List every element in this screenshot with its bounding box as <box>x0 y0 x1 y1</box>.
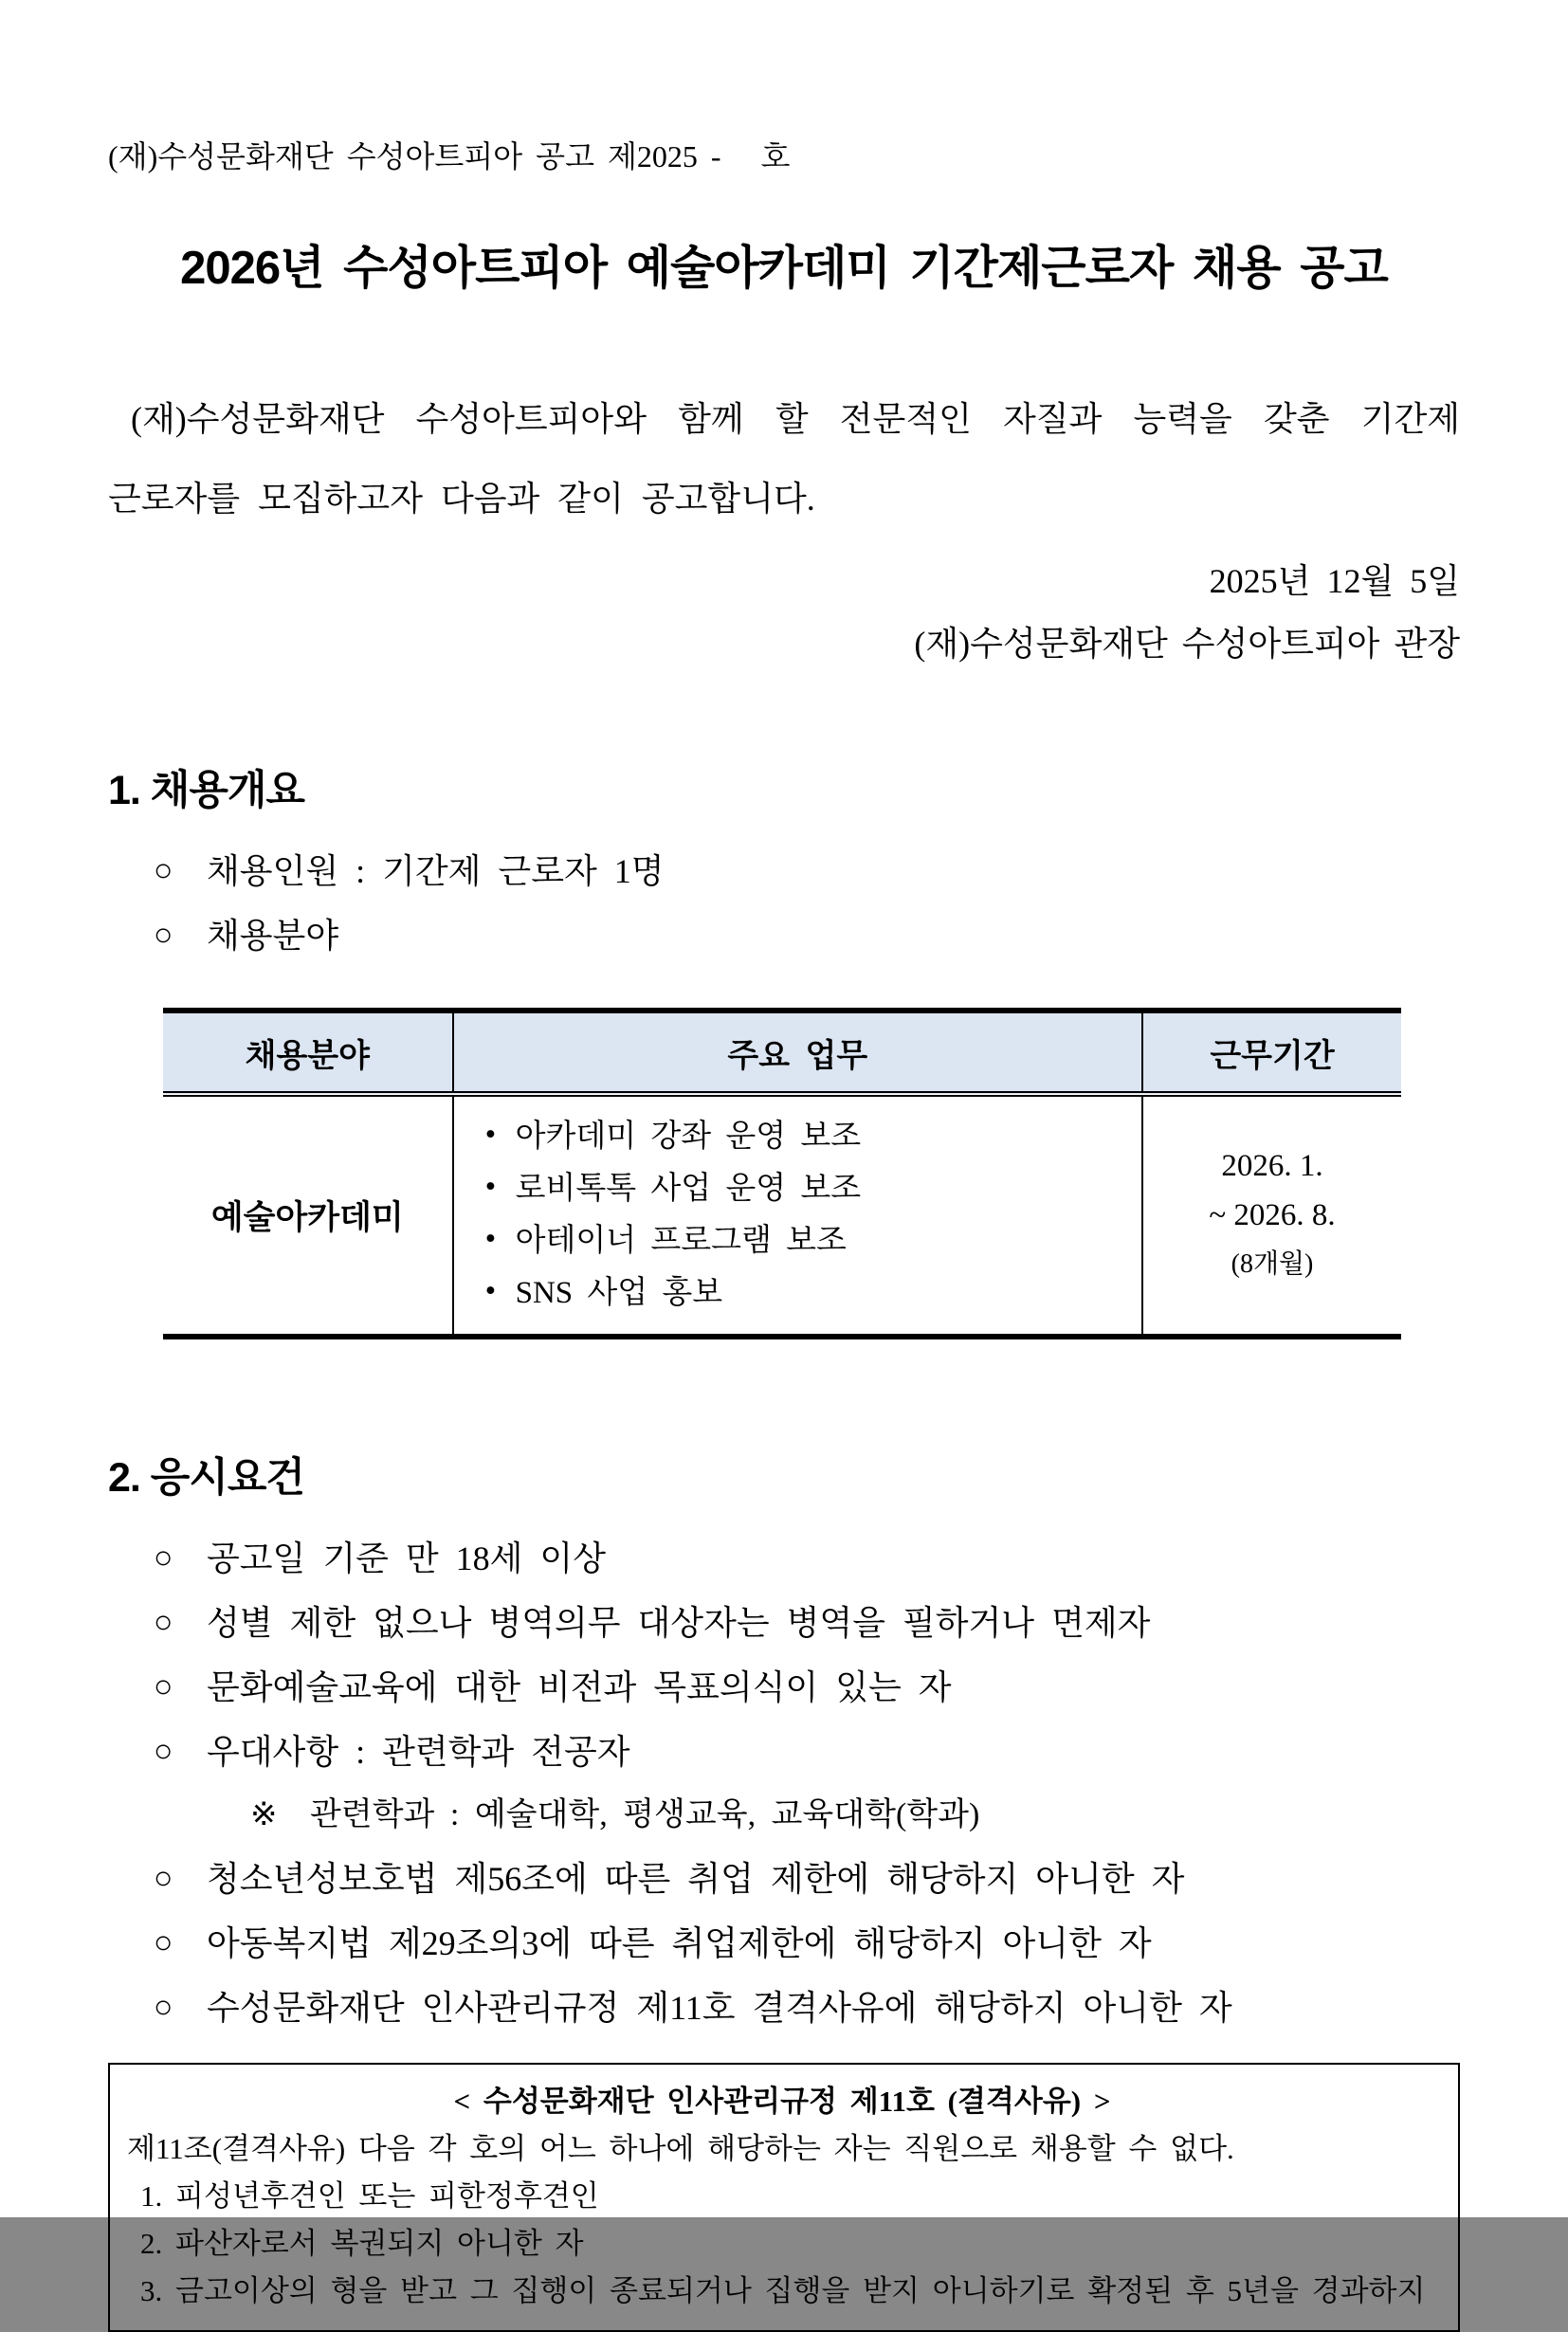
section1-item-text: 채용인원 : 기간제 근로자 1명 <box>207 852 665 890</box>
recruit-field-table <box>163 1008 1401 1339</box>
section2-item-text: 문화예술교육에 대한 비전과 목표의식이 있는 자 <box>207 1668 952 1706</box>
announcement-date: 2025년 12월 5일 <box>1209 562 1460 600</box>
section2-item-text: 청소년성보호법 제56조에 따른 취업 제한에 해당하지 아니한 자 <box>207 1860 1185 1898</box>
duty-text: SNS 사업 홍보 <box>515 1276 723 1310</box>
duty-item <box>480 1111 1140 1163</box>
section2-related-majors-note <box>108 1784 1460 1847</box>
circle-bullet-icon: ○ <box>154 1925 173 1960</box>
table-row <box>163 1094 1401 1337</box>
section2-item-child-welfare <box>108 1911 1460 1976</box>
section2-item-text: 수성문화재단 인사관리규정 제11호 결격사유에 해당하지 아니한 자 <box>207 1989 1232 2027</box>
section2-heading: 2. 응시요건 <box>108 1455 304 1501</box>
dot-bullet-icon: • <box>484 1222 497 1256</box>
duty-list <box>455 1098 1140 1333</box>
duty-item <box>480 1163 1140 1215</box>
dot-bullet-icon: • <box>484 1274 497 1308</box>
section1-item-recruit-count <box>108 839 1460 903</box>
section2-item-vision <box>108 1655 1460 1720</box>
circle-bullet-icon: ○ <box>154 1861 173 1896</box>
rule-item-1: 1. 피성년후견인 또는 피한정후견인 <box>140 2179 599 2213</box>
section1-item-recruit-field <box>108 903 1460 968</box>
section2-item-preference <box>108 1720 1460 1784</box>
duty-text: 로비톡톡 사업 운영 보조 <box>515 1172 862 1206</box>
section2-item-text: 아동복지법 제29조의3에 따른 취업제한에 해당하지 아니한 자 <box>207 1924 1152 1962</box>
section1-item-text: 채용분야 <box>207 917 339 955</box>
col-header-duties: 주요 업무 <box>453 1011 1142 1094</box>
section1-heading: 1. 채용개요 <box>108 768 304 813</box>
circle-bullet-icon: ○ <box>154 1669 173 1704</box>
duty-item <box>480 1215 1140 1267</box>
rule-box-title: < 수성문화재단 인사관리규정 제11호 (결격사유) > <box>453 2085 1111 2118</box>
doc-title: 2026년 수성아트피아 예술아카데미 기간제근로자 채용 공고 <box>180 243 1388 294</box>
section2-bullet-list <box>108 1526 1460 2040</box>
duty-text: 아카데미 강좌 운영 보조 <box>515 1120 862 1154</box>
reference-mark-icon: ※ <box>250 1797 278 1832</box>
duty-item <box>480 1267 1140 1320</box>
circle-bullet-icon: ○ <box>154 1734 173 1769</box>
rule-item-2: 2. 파산자로서 복권되지 아니한 자 <box>140 2227 584 2260</box>
note-text: 관련학과 : 예술대학, 평생교육, 교육대학(학과) <box>310 1797 980 1832</box>
circle-bullet-icon: ○ <box>154 1990 173 2025</box>
section2-item-disqualification <box>108 1976 1460 2040</box>
table-header-row <box>163 1011 1401 1094</box>
intro-paragraph <box>108 379 1460 538</box>
section1-bullet-list <box>108 839 1460 968</box>
dot-bullet-icon: • <box>484 1118 497 1152</box>
col-header-field: 채용분야 <box>163 1011 453 1094</box>
intro-line-2: 근로자를 모집하고자 다음과 같이 공고합니다. <box>108 480 815 518</box>
period-line-1: 2026. 1. <box>1221 1149 1323 1183</box>
section2-item-text: 성별 제한 없으나 병역의무 대상자는 병역을 필하거나 면제자 <box>207 1604 1151 1642</box>
period-line-2: ~ 2026. 8. <box>1209 1198 1336 1232</box>
cell-field: 예술아카데미 <box>210 1199 404 1236</box>
section2-item-military <box>108 1591 1460 1655</box>
section2-item-youth-protection <box>108 1847 1460 1911</box>
col-header-period: 근무기간 <box>1142 1011 1401 1094</box>
section2-item-age <box>108 1526 1460 1591</box>
cell-duties <box>453 1094 1142 1337</box>
section2-item-text: 우대사항 : 관련학과 전공자 <box>207 1733 630 1771</box>
cell-period <box>1142 1094 1401 1337</box>
circle-bullet-icon: ○ <box>154 918 173 953</box>
signer: (재)수성문화재단 수성아트피아 관장 <box>914 625 1460 663</box>
circle-bullet-icon: ○ <box>154 853 173 888</box>
rule-item-3: 3. 금고이상의 형을 받고 그 집행이 종료되거나 집행을 받지 아니하기로 확정된 후 5년을 경과하지 <box>140 2274 1426 2307</box>
section2-item-text: 공고일 기준 만 18세 이상 <box>207 1539 606 1577</box>
dot-bullet-icon: • <box>484 1170 497 1204</box>
rule-box-intro: 제11조(결격사유) 다음 각 호의 어느 하나에 해당하는 자는 직원으로 채용할 수 없다. <box>127 2132 1234 2165</box>
doc-number-line: (재)수성문화재단 수성아트피아 공고 제2025 - 호 <box>108 139 791 173</box>
circle-bullet-icon: ○ <box>154 1605 173 1640</box>
disqualification-rule-box <box>108 2063 1460 2332</box>
duty-text: 아테이너 프로그램 보조 <box>515 1224 847 1258</box>
period-line-3: (8개월) <box>1231 1249 1314 1279</box>
circle-bullet-icon: ○ <box>154 1540 173 1576</box>
intro-line-1: (재)수성문화재단 수성아트피아와 함께 할 전문적인 자질과 능력을 갖춘 기간제 <box>131 400 1460 438</box>
